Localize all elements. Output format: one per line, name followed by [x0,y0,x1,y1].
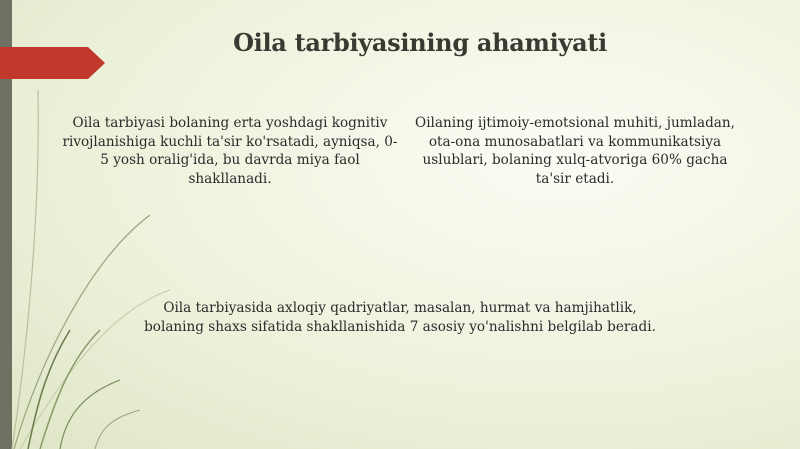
red-arrow-icon [0,47,105,79]
paragraph-social-emotional: Oilaning ijtimoiy-emotsional muhiti, jumladan, ota-ona munosabatlari va kommunikatsiya uslublari, bolaning xulq-atvoriga 60% gacha ta'sir etadi. [415,115,735,187]
paragraph-moral-values: Oila tarbiyasida axloqiy qadriyatlar, masalan, hurmat va hamjihatlik, bolaning shaxs sifatida shakllanishida 7 asosiy yo'nalishni belgilab beradi. [144,300,656,335]
paragraph-cognitive: Oila tarbiyasi bolaning erta yoshdagi kognitiv rivojlanishiga kuchli ta'sir ko'rsatadi, ayniqsa, 0-5 yosh oralig'ida, bu davrda miya faol shakllanadi. [62,115,398,187]
slide-title: Oila tarbiyasining ahamiyati [233,28,607,57]
